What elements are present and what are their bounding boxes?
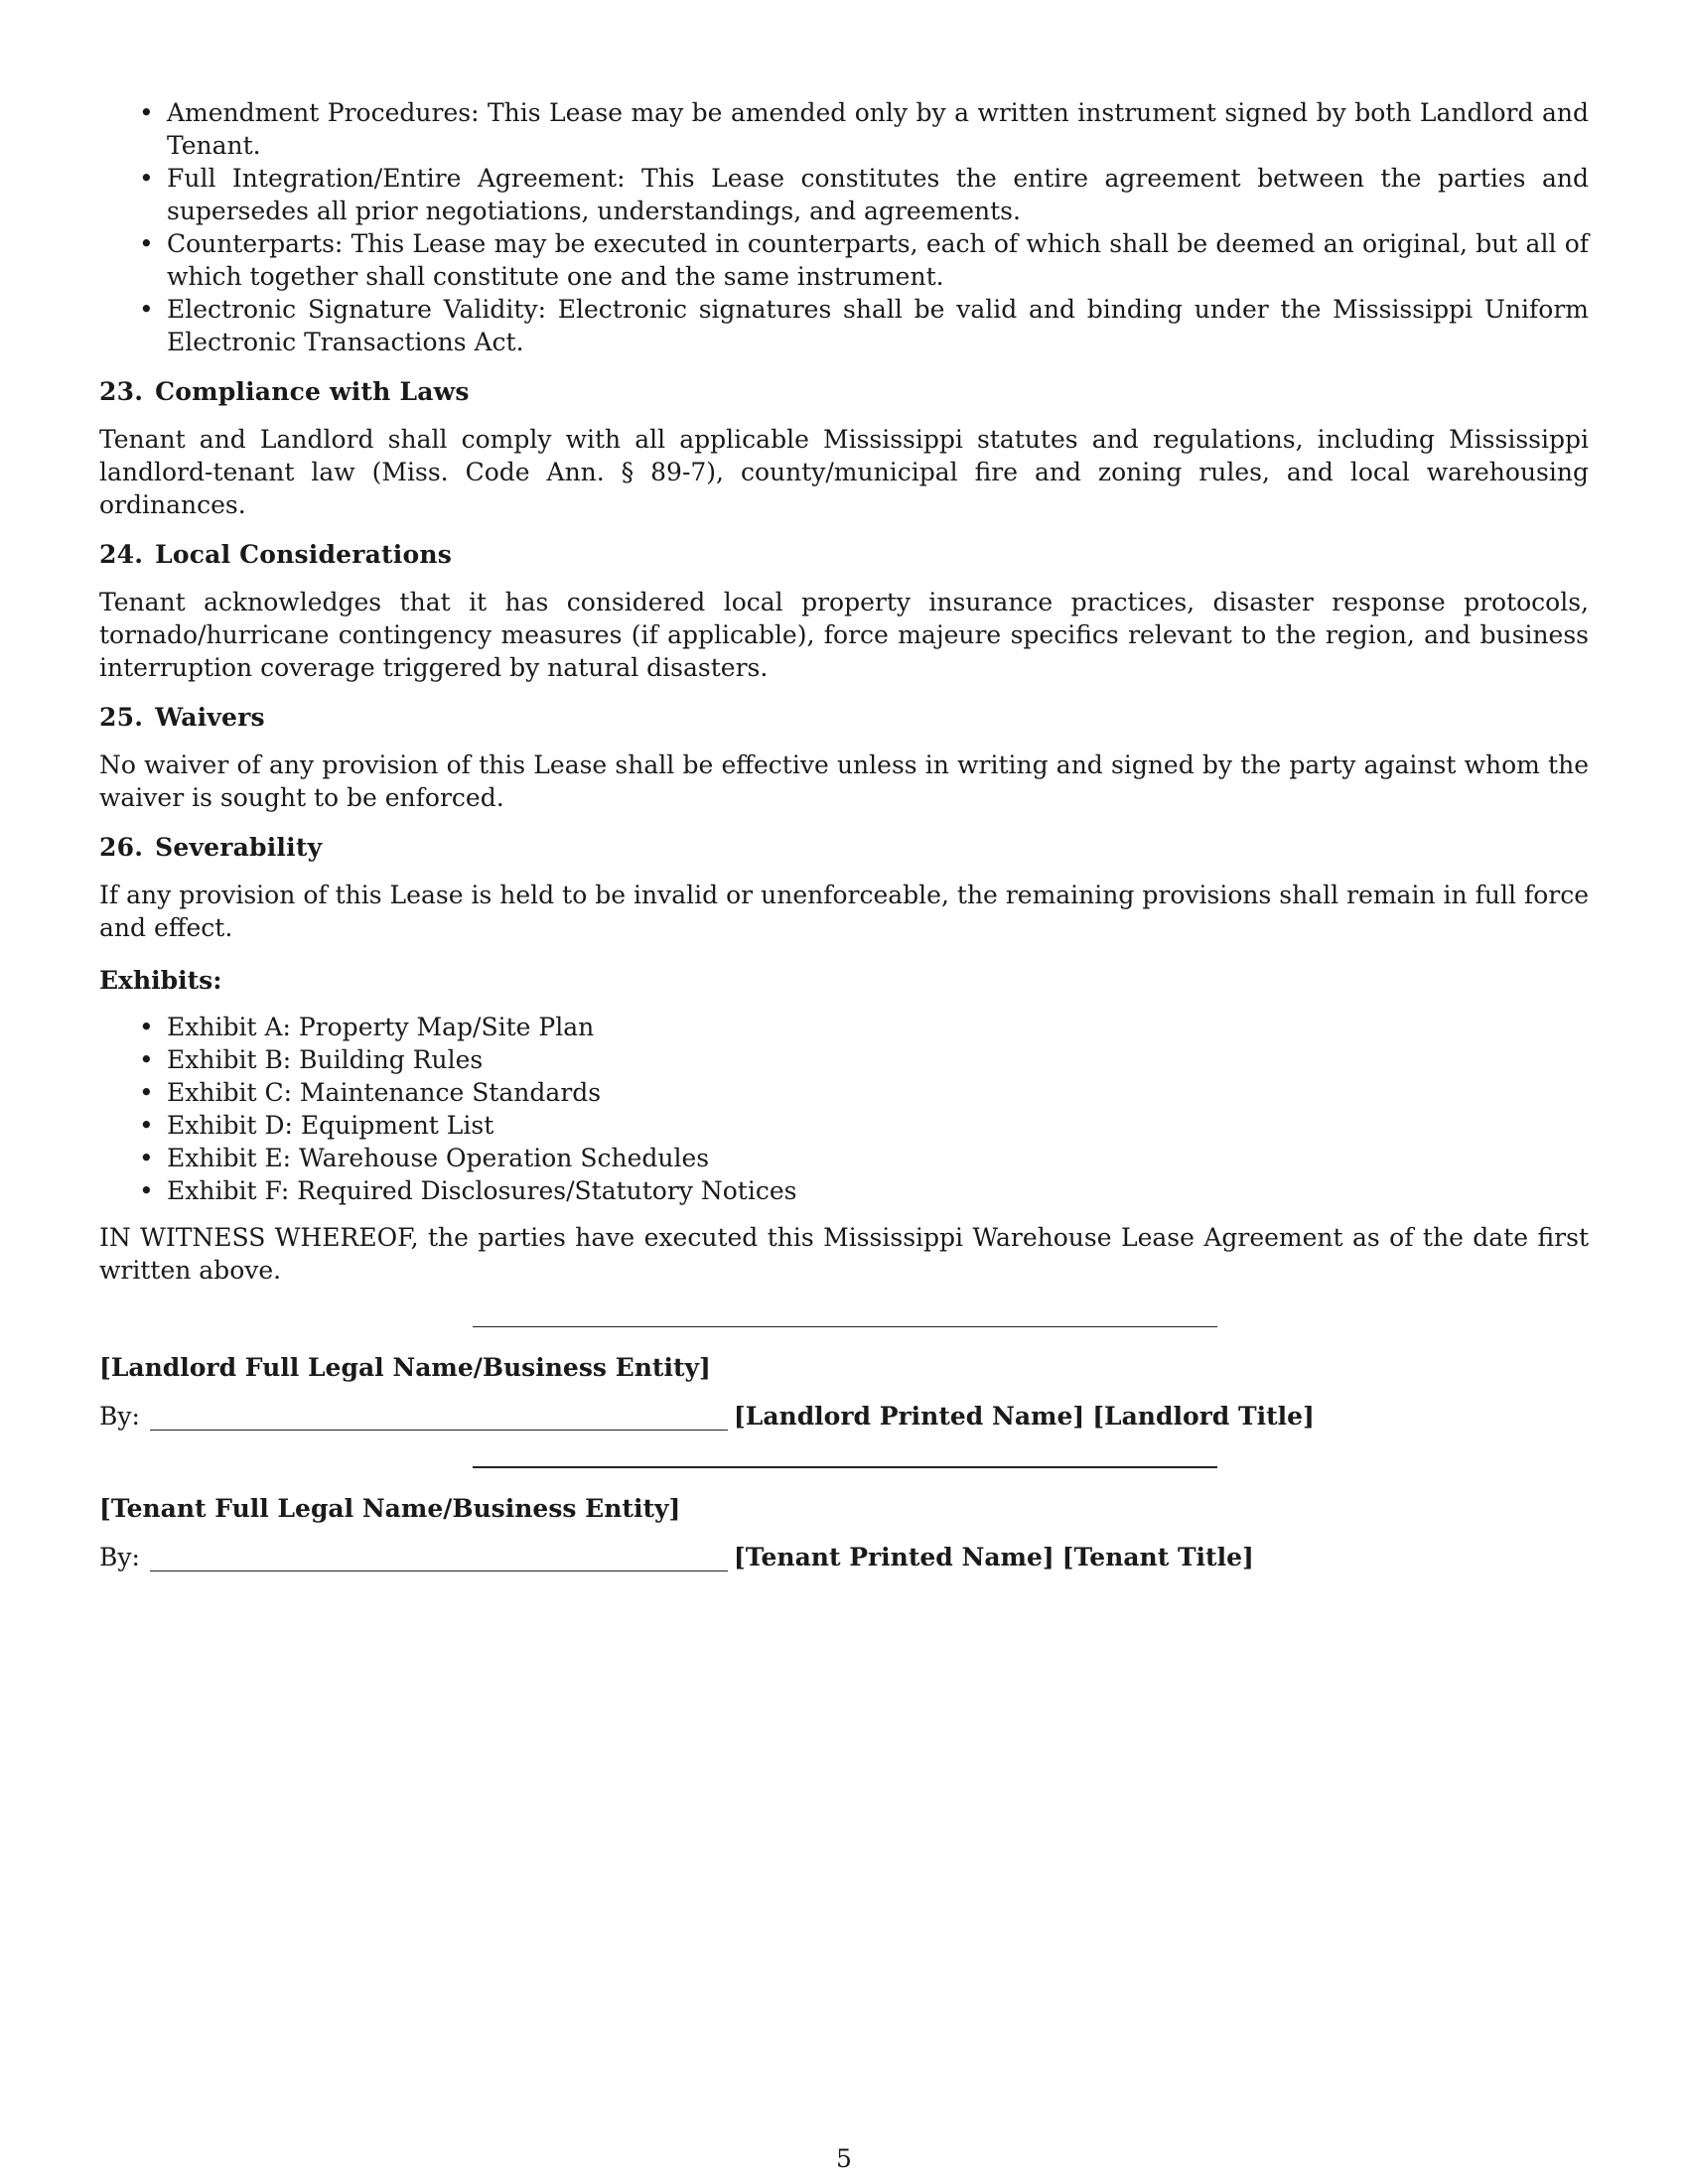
list-item: • Amendment Procedures: This Lease may be amended only by a written instrument signed by both Landlord and Tenant.	[99, 96, 1589, 162]
exhibits-heading: Exhibits:	[99, 966, 222, 995]
exhibit-item: • Exhibit D: Equipment List	[99, 1109, 1589, 1142]
landlord-signature-line	[473, 1326, 1217, 1327]
section-heading-local-considerations	[99, 538, 1589, 571]
exhibit-item: • Exhibit E: Warehouse Operation Schedules	[99, 1142, 1589, 1174]
section-number: 24.	[99, 540, 144, 569]
landlord-by-line	[99, 1400, 1589, 1433]
section-number: 23.	[99, 377, 144, 406]
section-heading-severability	[99, 831, 1589, 864]
section-body-severability: If any provision of this Lease is held to be invalid or unenforceable, the remaining provisions shall remain in full force and effect.	[99, 881, 1589, 942]
tenant-title: [Tenant Title]	[1061, 1543, 1254, 1571]
exhibits-list	[99, 1011, 1589, 1207]
page-number: 5	[836, 2144, 852, 2173]
section-title: Waivers	[155, 703, 265, 732]
landlord-title: [Landlord Title]	[1092, 1402, 1315, 1431]
tenant-by-line	[99, 1541, 1589, 1573]
landlord-printed-name: [Landlord Printed Name]	[733, 1402, 1085, 1431]
exhibit-item: • Exhibit F: Required Disclosures/Statutory Notices	[99, 1174, 1589, 1207]
tenant-signature-line	[473, 1466, 1217, 1468]
section-body-local-considerations: Tenant acknowledges that it has considered local property insurance practices, disaster response protocols, tornado/hurricane contingency measures (if applicable), force majeure specifics relevant to the region, and business interruption coverage triggered by natural disasters.	[99, 588, 1589, 682]
list-item: • Full Integration/Entire Agreement: This Lease constitutes the entire agreement between the parties and supersedes all prior negotiations, understandings, and agreements.	[99, 162, 1589, 227]
section-body-waivers: No waiver of any provision of this Lease shall be effective unless in writing and signed by the party against whom the waiver is sought to be enforced.	[99, 751, 1589, 812]
tenant-entity-name: [Tenant Full Legal Name/Business Entity]	[99, 1494, 681, 1523]
tenant-printed-name: [Tenant Printed Name]	[733, 1543, 1055, 1571]
section-heading-compliance	[99, 375, 1589, 408]
exhibit-item: • Exhibit C: Maintenance Standards	[99, 1076, 1589, 1109]
section-number: 25.	[99, 703, 144, 732]
section-heading-waivers	[99, 701, 1589, 734]
lease-provisions-list	[99, 96, 1589, 358]
by-label: By:	[99, 1543, 140, 1571]
section-title: Compliance with Laws	[155, 377, 470, 406]
by-label: By:	[99, 1402, 140, 1431]
list-item: • Electronic Signature Validity: Electronic signatures shall be valid and binding under the Mississippi Uniform Electronic Transactions Act.	[99, 293, 1589, 358]
landlord-entity-name: [Landlord Full Legal Name/Business Entity]	[99, 1353, 711, 1382]
tenant-signature-blank	[150, 1545, 728, 1571]
witness-clause: IN WITNESS WHEREOF, the parties have executed this Mississippi Warehouse Lease Agreement as of the date first written above.	[99, 1223, 1589, 1285]
section-body-compliance: Tenant and Landlord shall comply with all applicable Mississippi statutes and regulations, including Mississippi landlord-tenant law (Miss. Code Ann. § 89-7), county/municipal fire and zoning rules, and local warehousing ordinances.	[99, 425, 1589, 519]
section-number: 26.	[99, 833, 144, 862]
landlord-signature-blank	[150, 1404, 728, 1431]
list-item: • Counterparts: This Lease may be executed in counterparts, each of which shall be deemed an original, but all of which together shall constitute one and the same instrument.	[99, 227, 1589, 293]
exhibit-item: • Exhibit A: Property Map/Site Plan	[99, 1011, 1589, 1043]
section-title: Severability	[155, 833, 323, 862]
section-title: Local Considerations	[155, 540, 453, 569]
exhibit-item: • Exhibit B: Building Rules	[99, 1043, 1589, 1076]
document-page	[99, 96, 1589, 1573]
